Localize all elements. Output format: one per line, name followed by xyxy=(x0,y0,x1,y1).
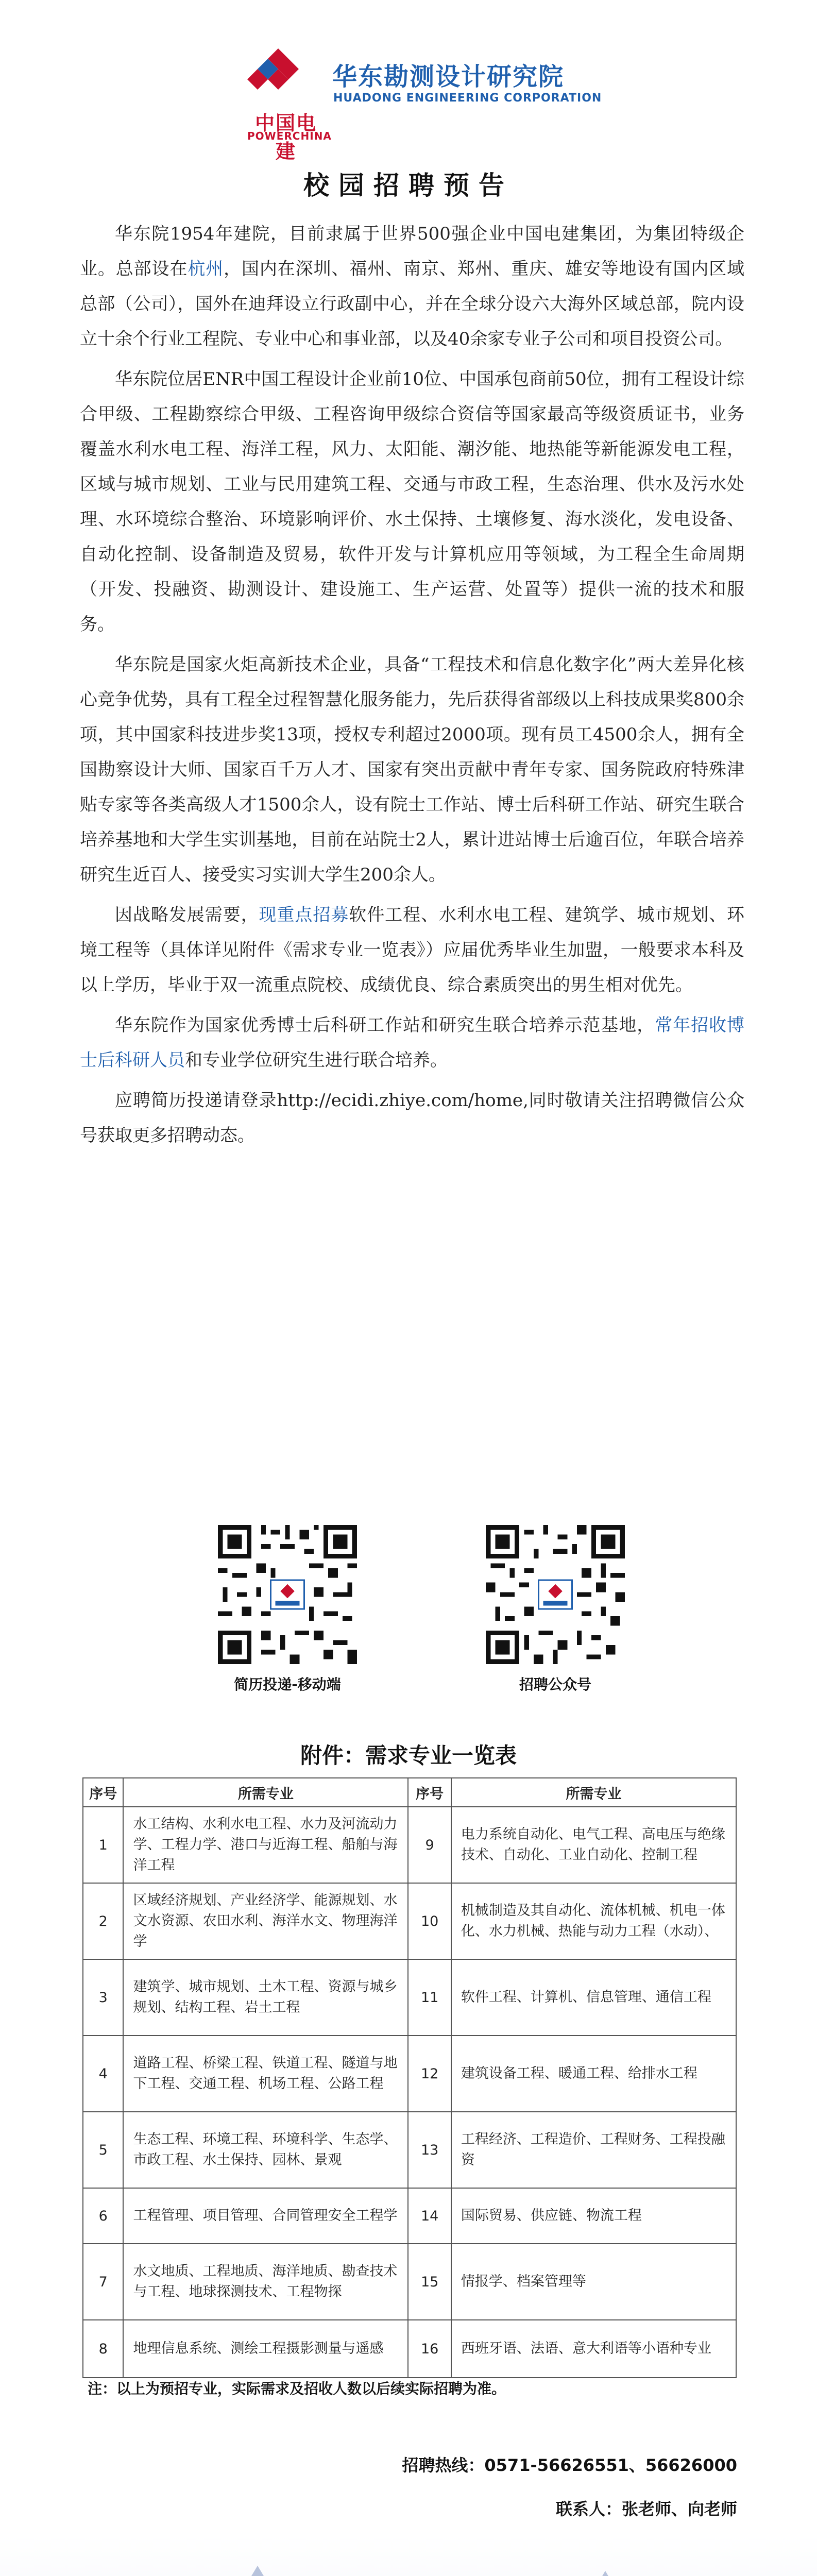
table-row xyxy=(83,2188,736,2244)
row-number: 2 xyxy=(83,1883,123,1959)
specialty-list: 水工结构、水利水电工程、水力及河流动力学、工程力学、港口与近海工程、船舶与海洋工程 xyxy=(123,1807,408,1883)
specialty-list: 地理信息系统、测绘工程摄影测量与遥感 xyxy=(123,2320,408,2378)
qr-center-logo xyxy=(538,1580,572,1609)
row-number: 14 xyxy=(408,2188,451,2244)
specialty-list: 生态工程、环境工程、环境科学、生态学、市政工程、水土保持、园林、景观 xyxy=(123,2112,408,2188)
recruitment-hotline: 招聘热线：0571-56626551、56626000 xyxy=(402,2455,737,2475)
header-spec: 所需专业 xyxy=(451,1778,736,1807)
logo-en-text: POWERCHINA xyxy=(247,130,332,142)
paragraph-recruiting xyxy=(80,897,744,1003)
paragraph-technology: 华东院是国家火炬高新技术企业，具备“工程技术和信息化数字化”两大差异化核心竞争优势，具有工程全过程智慧化服务能力，先后获得省部级以上科技成果奖800余项，其中国家科技进步奖13项，授权专利超过2000项。现有员工4500余人，拥有全国勘察设计大师、国家百千万人才、国家有突出贡献中青年专家、国务院政府特殊津贴专家等各类高级人才1500余人，设有院士工作站、博士后科研工作站、研究生联合培养基地和大学生实训基地，目前在站院士2人，累计进站博士后逾百位，年联合培养研究生近百人、接受实习实训大学生200余人。 xyxy=(80,654,744,885)
requirements-table xyxy=(82,1777,737,2378)
specialty-list: 软件工程、计算机、信息管理、通信工程 xyxy=(451,1959,736,2036)
appendix-title: 附件：需求专业一览表 xyxy=(300,1743,517,1768)
table-row xyxy=(83,2244,736,2320)
paragraph-text: ，国内在深圳、福州、南京、郑州、重庆、雄安等地设有国内区域总部（公司），国外在迪拜设立行政副中心，并在全球分设六大海外区域总部，院内设立十余个行业工程院、专业中心和事业部，以及40余家专业子公司和项目投资公司。 xyxy=(80,259,745,349)
page-title: 校园招聘预告 xyxy=(303,171,514,200)
row-number: 1 xyxy=(83,1807,123,1883)
hangzhou-link[interactable]: 杭州 xyxy=(188,259,224,279)
row-number: 13 xyxy=(408,2112,451,2188)
table-row xyxy=(83,1959,736,2036)
header-spec: 所需专业 xyxy=(123,1778,408,1807)
paragraph-text: 华东院作为国家优秀博士后科研工作站和研究生联合培养示范基地， xyxy=(115,1015,655,1036)
paragraph-text: 华东院1954年建院，目前隶属于世界500强企业中国电建集团，为集团特级企业。总部设在 xyxy=(80,224,744,279)
specialty-list: 建筑设备工程、暖通工程、给排水工程 xyxy=(451,2036,736,2112)
row-number: 12 xyxy=(408,2036,451,2112)
table-row xyxy=(83,2036,736,2112)
row-number: 5 xyxy=(83,2112,123,2188)
specialty-list: 电力系统自动化、电气工程、高电压与绝缘技术、自动化、工业自动化、控制工程 xyxy=(451,1807,736,1883)
organization-name-cn: 华东勘测设计研究院 xyxy=(332,62,565,91)
qr-label-resume: 简历投递-移动端 xyxy=(234,1676,341,1693)
specialty-list: 国际贸易、供应链、物流工程 xyxy=(451,2188,736,2244)
contact-persons: 联系人：张老师、向老师 xyxy=(555,2499,737,2519)
row-number: 6 xyxy=(83,2188,123,2244)
qr-section xyxy=(0,1525,817,1695)
powerchina-logo-icon xyxy=(247,46,309,108)
qr-center-logo xyxy=(270,1580,304,1609)
qr-code-icon[interactable] xyxy=(486,1525,625,1664)
row-number: 7 xyxy=(83,2244,123,2320)
header-num: 序号 xyxy=(408,1778,451,1807)
appendix-note: 注：以上为预招专业，实际需求及招收人数以后续实际招聘为准。 xyxy=(88,2380,506,2397)
specialty-list: 道路工程、桥梁工程、铁道工程、隧道与地下工程、交通工程、机场工程、公路工程 xyxy=(123,2036,408,2112)
row-number: 8 xyxy=(83,2320,123,2378)
header xyxy=(247,46,602,163)
paragraph-text: 因战略发展需要， xyxy=(115,905,259,925)
table-header-row xyxy=(83,1778,736,1807)
city-skyline-illustration xyxy=(0,2535,817,2576)
paragraph-text: 和专业学位研究生进行联合培养。 xyxy=(185,1050,448,1071)
specialty-list: 工程管理、项目管理、合同管理安全工程学 xyxy=(123,2188,408,2244)
specialty-list: 水文地质、工程地质、海洋地质、勘查技术与工程、地球探测技术、工程物探 xyxy=(123,2244,408,2320)
logo-cn-text: 中国电建 xyxy=(254,112,317,163)
row-number: 3 xyxy=(83,1959,123,2036)
row-number: 10 xyxy=(408,1883,451,1959)
paragraph-text: 软件工程、水利水电工程、建筑学、城市规划、环境工程等（具体详见附件《需求专业一览表》）应届优秀毕业生加盟，一般要求本科及以上学历，毕业于双一流重点院校、成绩优良、综合素质突出的男生相对优先。 xyxy=(80,905,745,995)
paragraph-apply: 应聘简历投递请登录http://ecidi.zhiye.com/home,同时敬请关注招聘微信公众号获取更多招聘动态。 xyxy=(80,1090,744,1146)
table-row xyxy=(83,2112,736,2188)
postdoc-link[interactable]: 常年招收博士后科研人员 xyxy=(80,1015,744,1071)
row-number: 4 xyxy=(83,2036,123,2112)
specialty-list: 工程经济、工程造价、工程财务、工程投融资 xyxy=(451,2112,736,2188)
table-row xyxy=(83,2320,736,2378)
article-body xyxy=(80,216,744,1158)
qr-code-icon[interactable] xyxy=(218,1525,357,1664)
qr-resume-mobile xyxy=(215,1525,360,1694)
header-num: 序号 xyxy=(83,1778,123,1807)
organization-name-en: HUADONG ENGINEERING CORPORATION xyxy=(333,92,602,105)
specialty-list: 区域经济规划、产业经济学、能源规划、水文水资源、农田水利、海洋水文、物理海洋学 xyxy=(123,1883,408,1959)
row-number: 11 xyxy=(408,1959,451,2036)
row-number: 9 xyxy=(408,1807,451,1883)
specialty-list: 西班牙语、法语、意大利语等小语种专业 xyxy=(451,2320,736,2378)
row-number: 16 xyxy=(408,2320,451,2378)
specialty-list: 情报学、档案管理等 xyxy=(451,2244,736,2320)
paragraph-postdoc xyxy=(80,1008,744,1078)
qr-label-account: 招聘公众号 xyxy=(519,1676,591,1693)
specialty-list: 机械制造及其自动化、流体机械、机电一体化、水力机械、热能与动力工程（水动）、 xyxy=(451,1883,736,1959)
row-number: 15 xyxy=(408,2244,451,2320)
paragraph-business: 华东院位居ENR中国工程设计企业前10位、中国承包商前50位，拥有工程设计综合甲级、工程勘察综合甲级、工程咨询甲级综合资信等国家最高等级资质证书，业务覆盖水利水电工程、海洋工程，风力、太阳能、潮汐能、地热能等新能源发电工程，区域与城市规划、工业与民用建筑工程、交通与市政工程，生态治理、供水及污水处理、水环境综合整治、环境影响评价、水土保持、土壤修复、海水淡化，发电设备、自动化控制、设备制造及贸易，软件开发与计算机应用等领域，为工程全生命周期（开发、投融资、勘测设计、建设施工、生产运营、处置等）提供一流的技术和服务。 xyxy=(80,369,744,635)
key-recruitment-link[interactable]: 现重点招募 xyxy=(259,905,349,925)
table-row xyxy=(83,1883,736,1959)
specialty-list: 建筑学、城市规划、土木工程、资源与城乡规划、结构工程、岩土工程 xyxy=(123,1959,408,2036)
table-row xyxy=(83,1807,736,1883)
paragraph-intro xyxy=(80,216,744,357)
qr-recruitment-account xyxy=(483,1525,627,1694)
